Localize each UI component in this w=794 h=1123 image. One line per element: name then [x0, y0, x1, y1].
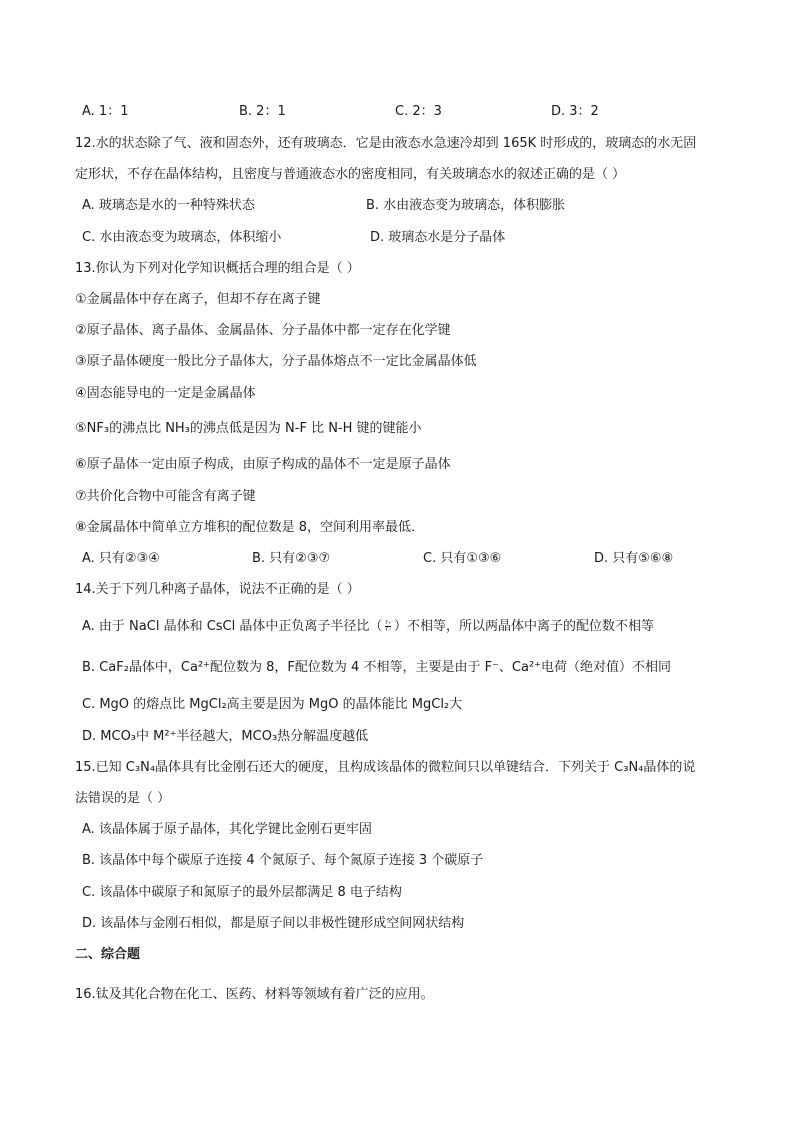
q11-option-d: D. 3：2	[551, 104, 599, 119]
q15-option-c: C. 该晶体中碳原子和氮原子的最外层都满足 8 电子结构	[82, 885, 402, 900]
q14-option-d: D. MCO₃中 M²⁺半径越大，MCO₃热分解温度越低	[82, 729, 369, 744]
q13-options	[82, 550, 722, 568]
q12-options-row2	[82, 229, 722, 247]
radius-ratio-fraction	[384, 620, 392, 633]
q15-option-b: B. 该晶体中每个碳原子连接 4 个氮原子、每个氮原子连接 3 个碳原子	[82, 853, 484, 868]
section-title: 二、综合题	[75, 947, 141, 962]
q13-option-d: D. 只有⑤⑥⑧	[594, 551, 674, 566]
q12-options-row1	[82, 197, 722, 215]
q14-stem: 14.关于下列几种离子晶体，说法不正确的是（ ）	[75, 582, 360, 597]
q13-item-8: ⑧金属晶体中简单立方堆积的配位数是 8，空间利用率最低．	[75, 520, 425, 535]
fraction-denominator: r₋	[385, 626, 392, 633]
q12-option-a: A. 玻璃态是水的一种特殊状态	[82, 198, 255, 213]
q13-option-b: B. 只有②③⑦	[252, 551, 331, 566]
q15-stem-line1: 15.已知 C₃N₄晶体具有比金刚石还大的硬度，且构成该晶体的微粒间只以单键结合．下列关于 C₃N₄晶体的说	[75, 760, 696, 775]
q12-option-d: D. 玻璃态水是分子晶体	[370, 230, 506, 245]
q14-option-b: B. CaF₂晶体中，Ca²⁺配位数为 8，F配位数为 4 不相等，主要是由于 F⁻、Ca²⁺电荷（绝对值）不相同	[82, 660, 672, 675]
q11-option-c: C. 2：3	[395, 104, 442, 119]
q11-option-a: A. 1：1	[82, 104, 129, 119]
q12-option-b: B. 水由液态变为玻璃态，体积膨胀	[366, 198, 566, 213]
q12-stem-line2: 定形状，不存在晶体结构，且密度与普通液态水的密度相同，有关玻璃态水的叙述正确的是（ ）	[75, 167, 626, 182]
q13-option-c: C. 只有①③⑥	[423, 551, 502, 566]
q14-option-a-post: ）不相等，所以两晶体中离子的配位数不相等	[394, 619, 655, 634]
q14-option-a-pre: A. 由于 NaCl 晶体和 CsCl 晶体中正负离子半径比（	[82, 619, 383, 634]
q13-item-4: ④固态能导电的一定是金属晶体	[75, 386, 256, 401]
q15-option-d: D. 该晶体与金刚石相似，都是原子间以非极性键形成空间网状结构	[82, 916, 465, 931]
q13-option-a: A. 只有②③④	[82, 551, 160, 566]
q11-option-b: B. 2：1	[239, 104, 286, 119]
q13-item-3: ③原子晶体硬度一般比分子晶体大，分子晶体熔点不一定比金属晶体低	[75, 354, 477, 369]
q13-item-7: ⑦共价化合物中可能含有离子键	[75, 489, 256, 504]
q12-stem-line1: 12.水的状态除了气、液和固态外，还有玻璃态．它是由液态水急速冷却到 165K 时形成的，玻璃态的水无固	[75, 136, 697, 151]
q14-option-a	[82, 618, 654, 636]
q12-option-c: C. 水由液态变为玻璃态，体积缩小	[82, 230, 282, 245]
q16-stem: 16.钛及其化合物在化工、医药、材料等领域有着广泛的应用。	[75, 987, 434, 1002]
q13-item-5: ⑤NF₃的沸点比 NH₃的沸点低是因为 N-F 比 N-H 键的键能小	[75, 421, 422, 436]
q13-stem: 13.你认为下列对化学知识概括合理的组合是（ ）	[75, 261, 360, 276]
q15-stem-line2: 法错误的是（ ）	[75, 791, 171, 806]
fraction-numerator: r₊	[385, 619, 392, 626]
q14-option-c: C. MgO 的熔点比 MgCl₂高主要是因为 MgO 的晶体能比 MgCl₂大	[82, 697, 463, 712]
q15-option-a: A. 该晶体属于原子晶体，其化学键比金刚石更牢固	[82, 822, 372, 837]
q13-item-1: ①金属晶体中存在离子，但却不存在离子键	[75, 292, 321, 307]
q13-item-6: ⑥原子晶体一定由原子构成，由原子构成的晶体不一定是原子晶体	[75, 457, 451, 472]
q11-options	[82, 103, 722, 121]
q13-item-2: ②原子晶体、离子晶体、金属晶体、分子晶体中都一定存在化学键	[75, 323, 451, 338]
